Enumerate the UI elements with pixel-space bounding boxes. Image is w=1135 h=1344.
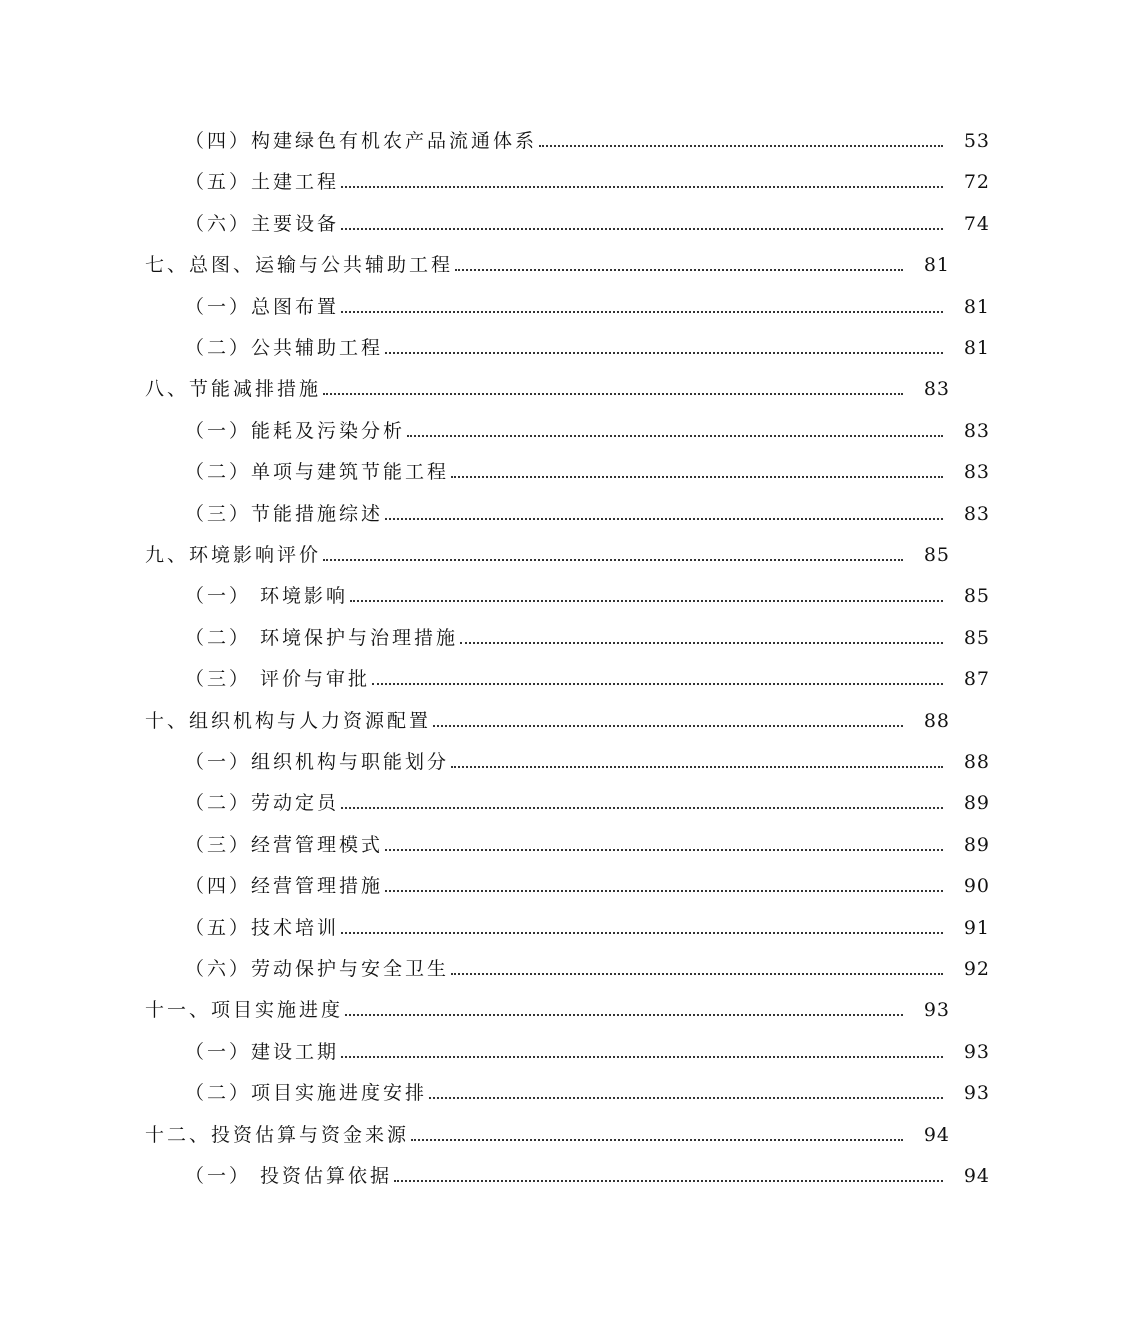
toc-chapter-entry[interactable] (0, 368, 1095, 402)
dot-leader (341, 228, 943, 230)
toc-section-entry[interactable] (0, 1155, 1135, 1189)
toc-entry-title: （六）主要设备 (185, 212, 340, 235)
toc-entry-title: （一） 投资估算依据 (185, 1165, 393, 1187)
toc-section-entry[interactable] (0, 782, 1135, 816)
toc-chapter-entry[interactable] (0, 989, 1095, 1023)
toc-entry-title: （一）建设工期 (185, 1040, 340, 1063)
toc-entry-page-number: 91 (963, 916, 990, 939)
toc-entry-title: （一）组织机构与职能划分 (185, 751, 450, 773)
toc-entry-page-number: 85 (923, 544, 950, 566)
toc-section-entry[interactable] (0, 327, 1135, 361)
toc-section-entry[interactable] (0, 865, 1135, 899)
toc-section-entry[interactable] (0, 493, 1135, 527)
toc-chapter-entry[interactable] (0, 1114, 1095, 1148)
toc-entry-title: （三）经营管理模式 (185, 833, 384, 856)
toc-section-entry[interactable] (0, 948, 1135, 982)
toc-section-entry[interactable] (0, 907, 1135, 941)
toc-entry-title: （二）公共辅助工程 (185, 337, 384, 359)
dot-leader (539, 145, 943, 147)
toc-entry-title: 十、组织机构与人力资源配置 (145, 709, 432, 732)
toc-entry-title: （一） 环境影响 (185, 585, 349, 608)
toc-section-entry[interactable] (0, 203, 1135, 237)
dot-leader (341, 1056, 943, 1058)
toc-entry-page-number: 83 (963, 502, 990, 525)
toc-entry-title: （一）能耗及污染分析 (185, 419, 406, 442)
toc-entry-title: （四）经营管理措施 (185, 875, 384, 898)
toc-entry-page-number: 87 (963, 668, 990, 691)
toc-entry-title: （二）劳动定员 (185, 792, 340, 815)
dot-leader (451, 973, 943, 975)
dot-leader (341, 186, 943, 188)
dot-leader (350, 600, 943, 602)
dot-leader (451, 766, 943, 768)
toc-section-entry[interactable] (0, 451, 1135, 485)
toc-entry-page-number: 85 (963, 585, 990, 608)
dot-leader (372, 683, 943, 685)
toc-entry-title: （二）单项与建筑节能工程 (185, 461, 450, 484)
toc-entry-title: （五）技术培训 (185, 916, 340, 939)
toc-entry-title: （三） 评价与审批 (185, 668, 371, 691)
dot-leader (455, 269, 903, 271)
toc-entry-page-number: 81 (963, 295, 990, 318)
toc-section-entry[interactable] (0, 575, 1135, 609)
dot-leader (385, 352, 943, 354)
toc-entry-page-number: 83 (963, 461, 990, 484)
toc-entry-title: 十二、投资估算与资金来源 (145, 1123, 410, 1146)
dot-leader (385, 890, 943, 892)
dot-leader (433, 725, 903, 727)
dot-leader (429, 1097, 943, 1099)
toc-entry-page-number: 93 (963, 1082, 990, 1105)
toc-entry-page-number: 93 (963, 1040, 990, 1063)
toc-entry-title: （五）土建工程 (185, 171, 340, 194)
dot-leader (341, 932, 943, 934)
toc-section-entry[interactable] (0, 1031, 1135, 1065)
toc-entry-title: （二）项目实施进度安排 (185, 1082, 428, 1105)
toc-entry-title: 七、总图、运输与公共辅助工程 (145, 254, 454, 277)
toc-entry-page-number: 74 (963, 212, 990, 235)
toc-chapter-entry[interactable] (0, 534, 1095, 568)
dot-leader (460, 642, 943, 644)
toc-entry-page-number: 83 (963, 419, 990, 442)
toc-entry-page-number: 81 (923, 254, 950, 277)
toc-entry-page-number: 92 (963, 958, 990, 980)
toc-section-entry[interactable] (0, 741, 1135, 775)
dot-leader (341, 311, 943, 313)
toc-section-entry[interactable] (0, 658, 1135, 692)
toc-entry-page-number: 94 (923, 1123, 950, 1146)
toc-chapter-entry[interactable] (0, 700, 1095, 734)
toc-chapter-entry[interactable] (0, 244, 1095, 278)
toc-entry-page-number: 93 (923, 999, 950, 1022)
dot-leader (407, 435, 943, 437)
toc-entry-page-number: 94 (963, 1165, 990, 1187)
dot-leader (394, 1180, 943, 1182)
toc-entry-title: 八、节能减排措施 (145, 378, 322, 401)
dot-leader (345, 1014, 903, 1016)
dot-leader (341, 807, 943, 809)
toc-entry-page-number: 83 (923, 378, 950, 401)
toc-entry-title: 九、环境影响评价 (145, 544, 322, 566)
toc-section-entry[interactable] (0, 1072, 1135, 1106)
toc-entry-page-number: 90 (963, 875, 990, 898)
toc-entry-page-number: 89 (963, 792, 990, 815)
dot-leader (385, 849, 943, 851)
dot-leader (411, 1139, 903, 1141)
toc-entry-page-number: 88 (963, 751, 990, 773)
toc-section-entry[interactable] (0, 410, 1135, 444)
toc-entry-title: （一）总图布置 (185, 295, 340, 318)
toc-entry-title: （三）节能措施综述 (185, 502, 384, 525)
toc-entry-title: 十一、项目实施进度 (145, 999, 344, 1022)
toc-entry-page-number: 88 (923, 709, 950, 732)
dot-leader (323, 559, 903, 561)
toc-section-entry[interactable] (0, 824, 1135, 858)
toc-entry-title: （二） 环境保护与治理措施 (185, 626, 459, 649)
toc-section-entry[interactable] (0, 286, 1135, 320)
dot-leader (385, 518, 943, 520)
toc-section-entry[interactable] (0, 120, 1135, 154)
toc-entry-title: （四）构建绿色有机农产品流通体系 (185, 130, 538, 152)
dot-leader (323, 393, 903, 395)
toc-entry-page-number: 89 (963, 833, 990, 856)
toc-entry-title: （六）劳动保护与安全卫生 (185, 958, 450, 980)
toc-entry-page-number: 85 (963, 626, 990, 649)
toc-section-entry[interactable] (0, 617, 1135, 651)
dot-leader (451, 476, 943, 478)
toc-entry-page-number: 53 (963, 130, 990, 152)
toc-entry-page-number: 72 (963, 171, 990, 194)
toc-entry-page-number: 81 (963, 337, 990, 359)
toc-section-entry[interactable] (0, 161, 1135, 195)
